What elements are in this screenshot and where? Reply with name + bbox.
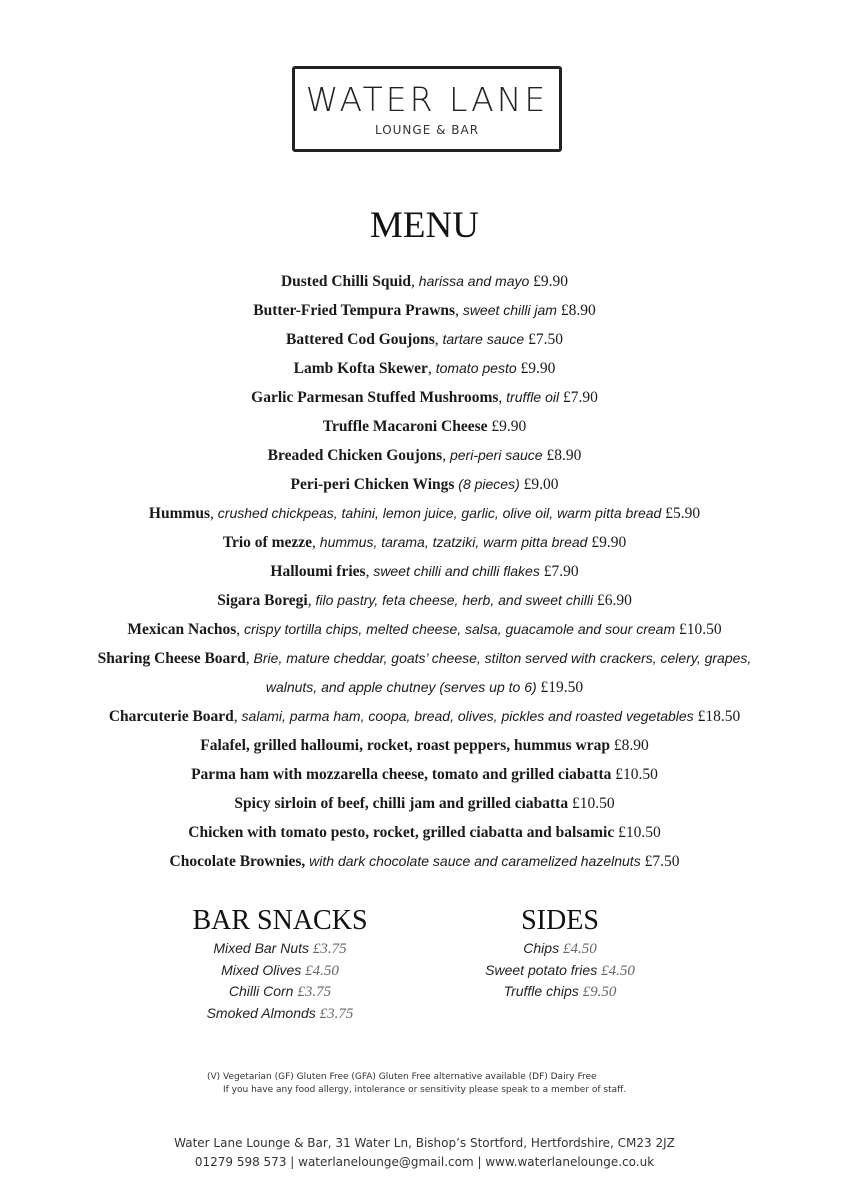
menu-item-name: Garlic Parmesan Stuffed Mushrooms (251, 389, 499, 406)
list-item-name: Chips (523, 940, 560, 956)
menu-item: Hummus, crushed chickpeas, tahini, lemon juice, garlic, olive oil, warm pitta bread £5.90 (148, 505, 701, 522)
menu-item-description: tartare sauce (442, 331, 525, 347)
menu-item-name: Charcuterie Board (108, 708, 234, 725)
footer (0, 1134, 849, 1172)
menu-item (0, 673, 849, 702)
menu-item-price: £7.90 (543, 563, 579, 580)
menu-item: Mexican Nachos, crispy tortilla chips, melted cheese, salsa, guacamole and sour cream £10.50 (127, 621, 722, 638)
footer-address: Water Lane Lounge & Bar, 31 Water Ln, Bishop’s Stortford, Hertfordshire, CM23 2JZ (174, 1136, 675, 1150)
menu-item-description: (8 pieces) (458, 476, 520, 492)
menu-item-description: truffle oil (506, 389, 560, 405)
menu-item-name: Halloumi fries (270, 563, 366, 580)
menu-item-name: Spicy sirloin of beef, chilli jam and grilled ciabatta (234, 795, 569, 812)
menu-item (0, 760, 849, 789)
menu-item-price: £6.90 (596, 592, 632, 609)
menu-item-description: walnuts, and apple chutney (serves up to 6) (265, 679, 537, 695)
menu-item-description: tomato pesto (435, 360, 517, 376)
menu-item-description: Brie, mature cheddar, goats’ cheese, stilton served with crackers, celery, grapes, (253, 650, 752, 666)
menu-item-price: £18.50 (697, 708, 741, 725)
list-item (470, 960, 650, 982)
footer-contact: 01279 598 573 | waterlanelounge@gmail.com | www.waterlanelounge.co.uk (194, 1155, 655, 1169)
menu-item (0, 847, 849, 876)
menu-item-description: crushed chickpeas, tahini, lemon juice, garlic, olive oil, warm pitta bread (217, 505, 662, 521)
list-item (180, 938, 380, 960)
menu-item-name: Chocolate Brownies, (169, 853, 306, 870)
menu-item-price: £7.50 (528, 331, 563, 348)
menu-item-price: £8.90 (560, 302, 596, 319)
bar-snacks-section (180, 904, 380, 1024)
list-item-name: Sweet potato fries (485, 961, 598, 978)
bar-snacks-list (180, 938, 380, 1024)
menu-item-price: £19.50 (540, 679, 584, 696)
bar-snacks-heading: BAR SNACKS (192, 905, 368, 936)
menu-item: Sigara Boregi, filo pastry, feta cheese, herb, and sweet chilli £6.90 (217, 592, 632, 609)
menu-item-price: £7.90 (562, 389, 598, 406)
logo-subtitle: LOUNGE & BAR (374, 123, 480, 137)
sides-list (470, 938, 650, 1003)
menu-item: Breaded Chicken Goujons, peri-peri sauce £8.90 (267, 447, 582, 464)
menu-item-price: £5.90 (665, 505, 701, 522)
menu-item-name: Sigara Boregi (217, 592, 308, 609)
menu-item-price: £9.90 (520, 360, 556, 377)
menu-item: Sharing Cheese Board, Brie, mature cheddar, goats’ cheese, stilton served with crackers, celery, grapes, (97, 650, 752, 667)
menu-item-name: Falafel, grilled halloumi, rocket, roast peppers, hummus wrap (200, 737, 610, 754)
menu-item-name: Butter-Fried Tempura Prawns (253, 302, 456, 319)
list-item (180, 960, 380, 982)
list-item-name: Smoked Almonds (206, 1004, 316, 1021)
menu-item-price: £10.50 (618, 824, 661, 841)
menu-item-name: Chicken with tomato pesto, rocket, grilled ciabatta and balsamic (188, 824, 615, 841)
legend-line: (V) Vegetarian (GF) Gluten Free (GFA) Gluten Free alternative available (DF) Dairy Free (207, 1072, 597, 1082)
menu-item-price: £9.90 (533, 273, 569, 290)
menu-item-price: £7.50 (644, 853, 680, 870)
list-item-name: Mixed Bar Nuts (213, 940, 310, 956)
menu-item-name: Battered Cod Goujons (286, 331, 435, 348)
menu-item-name: Truffle Macaroni Cheese (322, 418, 488, 435)
logo (292, 66, 562, 152)
menu-item: Butter-Fried Tempura Prawns, sweet chilli jam £8.90 (253, 302, 596, 319)
menu-item-description: salami, parma ham, coopa, bread, olives, pickles and roasted vegetables (241, 708, 694, 724)
list-item (470, 938, 650, 960)
list-item (470, 981, 650, 1003)
menu-item-description: with dark chocolate sauce and caramelized hazelnuts (309, 853, 641, 869)
list-item-name: Chilli Corn (228, 983, 294, 999)
menu-item-name: Peri-peri Chicken Wings (290, 476, 455, 493)
list-item-price: £4.50 (601, 962, 635, 979)
list-item-price: £3.75 (297, 984, 332, 1000)
menu-item-name: Lamb Kofta Skewer (293, 360, 428, 377)
menu-item (0, 818, 849, 847)
menu-item (0, 412, 849, 441)
menu-item (0, 470, 849, 499)
list-item-name: Mixed Olives (221, 961, 302, 978)
menu-item-name: Mexican Nachos (127, 621, 237, 638)
sides-section (470, 904, 650, 1003)
menu-item-name: Dusted Chilli Squid (280, 273, 412, 290)
menu-item (0, 789, 849, 818)
menu-item-price: £10.50 (615, 766, 658, 783)
menu-item-price: £9.90 (591, 534, 627, 551)
menu-item: Charcuterie Board, salami, parma ham, coopa, bread, olives, pickles and roasted vegetables £18.50 (108, 708, 741, 725)
menu-item-description: crispy tortilla chips, melted cheese, salsa, guacamole and sour cream (244, 621, 676, 637)
allergy-notice: If you have any food allergy, intolerance or sensitivity please speak to a member of staff. (223, 1085, 627, 1095)
menu-item-price: £10.50 (679, 621, 722, 638)
dietary-legend (207, 1071, 626, 1097)
menu-items-list (0, 267, 849, 876)
menu-item-name: Sharing Cheese Board (97, 650, 246, 667)
menu-item-price: £10.50 (571, 795, 615, 812)
list-item-price: £9.50 (582, 984, 617, 1000)
menu-item-price: £8.90 (613, 737, 649, 754)
menu-item-description: sweet chilli jam (462, 302, 557, 318)
menu-item-name: Hummus (148, 505, 211, 522)
menu-item: Lamb Kofta Skewer, tomato pesto £9.90 (293, 360, 556, 377)
menu-item-name: Parma ham with mozzarella cheese, tomato and grilled ciabatta (191, 766, 612, 783)
list-item-price: £4.50 (562, 941, 597, 957)
menu-item-description: sweet chilli and chilli flakes (373, 563, 540, 579)
menu-item (0, 731, 849, 760)
menu-item-price: £9.00 (523, 476, 559, 493)
menu-item-description: hummus, tarama, tzatziki, warm pitta bread (319, 534, 588, 550)
menu-item-name: Breaded Chicken Goujons (267, 447, 443, 464)
sides-heading: SIDES (521, 905, 599, 936)
menu-item-description: filo pastry, feta cheese, herb, and sweet chilli (315, 592, 594, 608)
menu-item-price: £9.90 (491, 418, 527, 435)
list-item-price: £3.75 (319, 1005, 354, 1022)
list-item (180, 1003, 380, 1025)
menu-heading: MENU (370, 205, 479, 246)
menu-item-description: peri-peri sauce (449, 447, 543, 463)
menu-item-name: Trio of mezze (222, 534, 313, 551)
menu-item: Halloumi fries, sweet chilli and chilli flakes £7.90 (270, 563, 579, 580)
list-item (180, 981, 380, 1003)
list-item-price: £4.50 (305, 962, 339, 979)
menu-item: Dusted Chilli Squid, harissa and mayo £9.90 (280, 273, 569, 290)
menu-item: Battered Cod Goujons, tartare sauce £7.50 (286, 331, 563, 348)
menu-item-description: harissa and mayo (418, 273, 530, 289)
list-item-name: Truffle chips (503, 983, 579, 999)
menu-item: Trio of mezze, hummus, tarama, tzatziki, warm pitta bread £9.90 (222, 534, 627, 551)
menu-item: Garlic Parmesan Stuffed Mushrooms, truffle oil £7.90 (251, 389, 598, 406)
list-item-price: £3.75 (312, 941, 347, 957)
menu-item-price: £8.90 (546, 447, 582, 464)
logo-title: WATER LANE (305, 80, 549, 119)
